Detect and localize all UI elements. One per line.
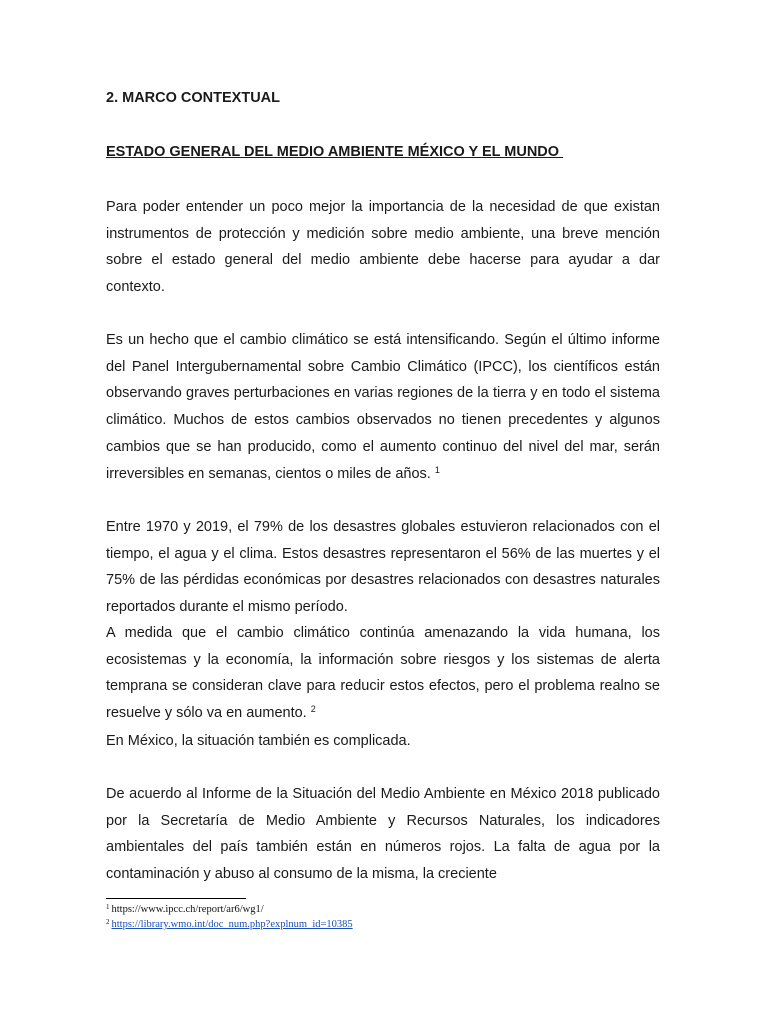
paragraph-context xyxy=(106,194,660,301)
paragraph-text: Entre 1970 y 2019, el 79% de los desastres globales estuvieron relacionados con el tiempo, el agua y el clima. Estos desastres representaron el 56% de las muertes y el 75% de las pérdidas económicas por desastres relacionados con desastres naturales reportados durante el mismo período. xyxy=(106,519,660,616)
paragraph-disasters xyxy=(106,514,660,621)
footnote-reference[interactable]: 2 xyxy=(310,704,316,715)
paragraph-risk-info xyxy=(106,620,660,727)
footnote-url: https://www.ipcc.ch/report/ar6/wg1/ xyxy=(111,904,264,915)
section-heading: 2. MARCO CONTEXTUAL xyxy=(106,90,280,106)
paragraph-text: De acuerdo al Informe de la Situación del Medio Ambiente en México 2018 publicado por la Secretaría de Medio Ambiente y Recursos Naturales, los indicadores ambientales del país también están en números rojos. La falta de agua por la contaminación y abuso al consumo de la misma, la creciente xyxy=(106,786,660,883)
paragraph-text: Para poder entender un poco mejor la importancia de la necesidad de que existan instrumentos de protección y medición sobre medio ambiente, una breve mención sobre el estado general del medio ambiente debe hacerse para ayudar a dar contexto. xyxy=(106,199,660,296)
footnote-mark: 1 xyxy=(106,903,110,911)
footnote-reference[interactable]: 1 xyxy=(434,464,440,475)
footnote-divider xyxy=(106,898,246,899)
paragraph-text: Es un hecho que el cambio climático se está intensificando. Según el último informe del Panel Intergubernamental sobre Cambio Climático (IPCC), los científicos están observando graves perturbaciones en varias regiones de la tierra y en todo el sistema climático. Muchos de estos cambios observados no tienen precedentes y algunos cambios que se han producido, como el aumento continuo del nivel del mar, serán irreversibles en semanas, cientos o miles de años. xyxy=(106,332,660,482)
footnote-1 xyxy=(106,903,264,915)
paragraph-text: A medida que el cambio climático continúa amenazando la vida humana, los ecosistemas y la economía, la información sobre riesgos y los sistemas de alerta temprana se consideran clave para reducir estos efectos, pero el problema realno se resuelve y sólo va en aumento. xyxy=(106,625,660,722)
footnote-2 xyxy=(106,918,353,930)
paragraph-report xyxy=(106,781,660,888)
footnote-mark: 2 xyxy=(106,918,110,926)
paragraph-mexico xyxy=(106,728,660,755)
footnote-link[interactable]: https://library.wmo.int/doc_num.php?explnum_id=10385 xyxy=(111,919,353,930)
paragraph-climate-change xyxy=(106,327,660,487)
paragraph-text: En México, la situación también es complicada. xyxy=(106,733,411,749)
section-subheading: ESTADO GENERAL DEL MEDIO AMBIENTE MÉXICO Y EL MUNDO xyxy=(106,144,564,160)
